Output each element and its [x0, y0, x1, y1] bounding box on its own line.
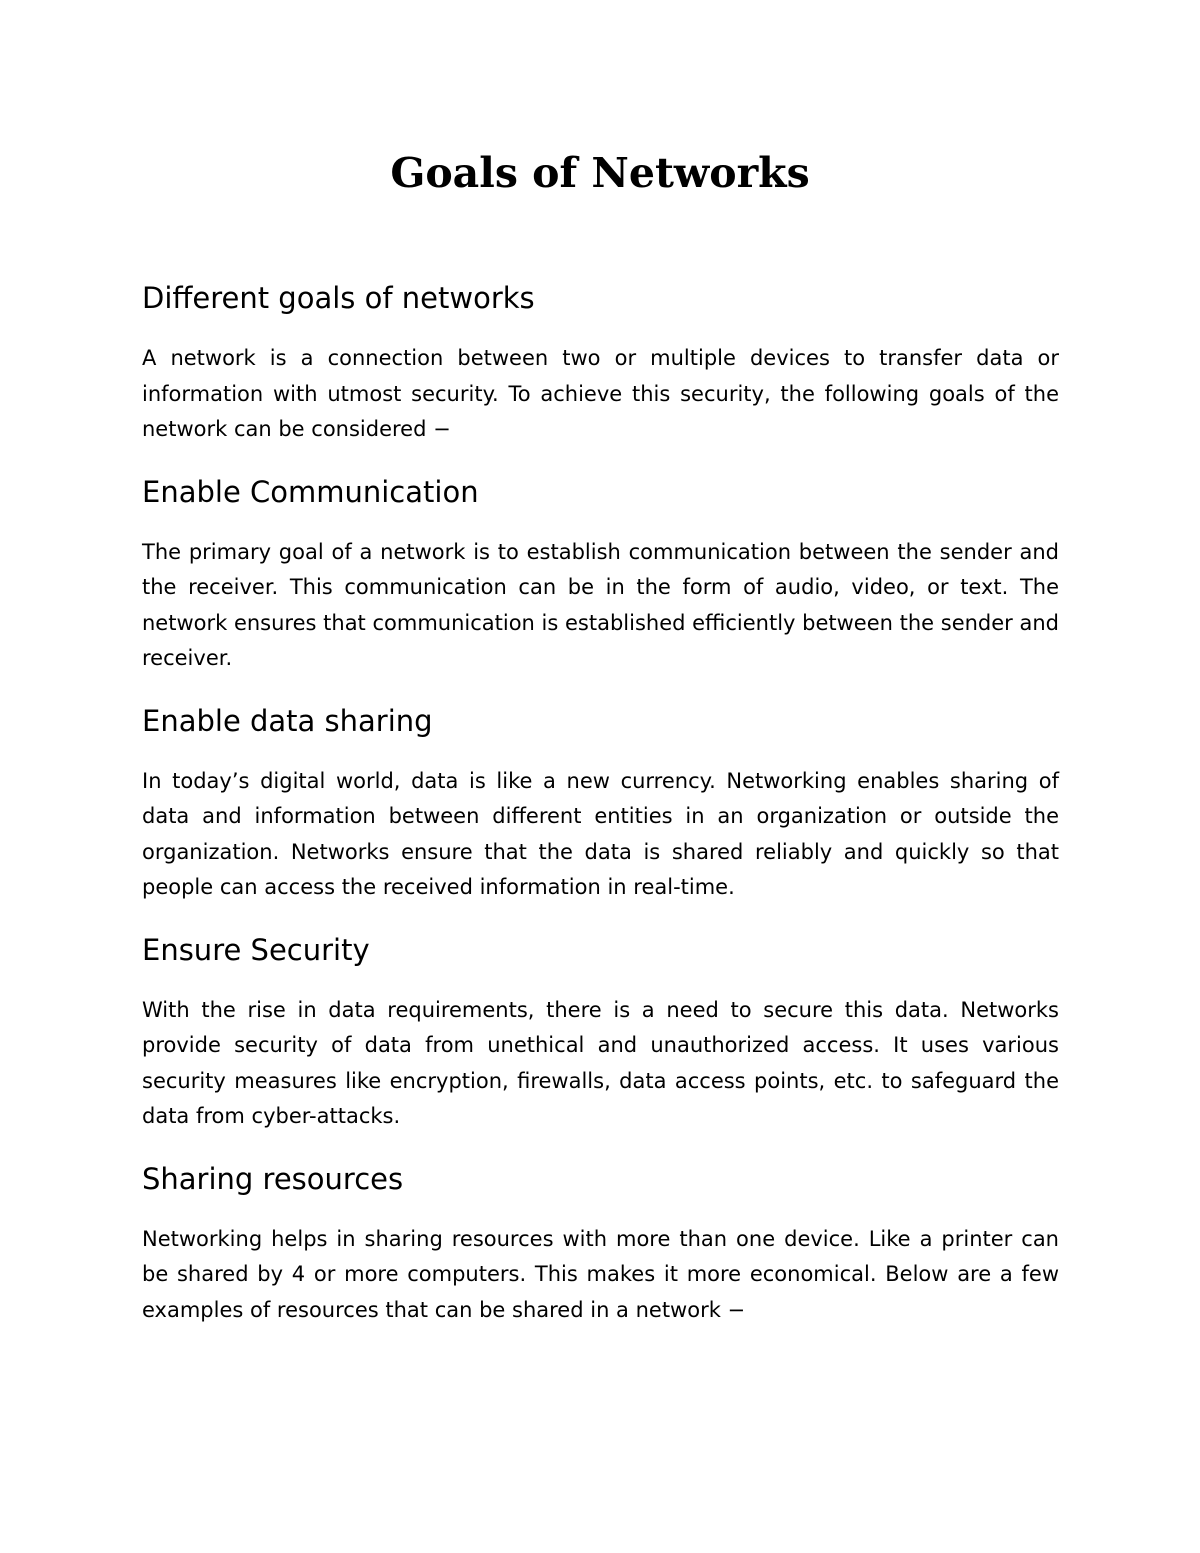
- section-paragraph: Networking helps in sharing resources with more than one device. Like a printer can be shared by 4 or more computers. This makes it more economical. Below are a few examples of resources that can be shared in a network −: [142, 1226, 1059, 1322]
- section-sharing-resources: [142, 1159, 1059, 1329]
- section-heading: Different goals of networks: [142, 281, 535, 315]
- section-paragraph: In today’s digital world, data is like a new currency. Networking enables sharing of data and information between different entities in an organization or outside the organization. Networks ensure that the data is shared reliably and quickly so that people can access the received information in real-time.: [142, 768, 1059, 899]
- section-heading: Sharing resources: [142, 1161, 404, 1196]
- section-ensure-security: [142, 930, 1059, 1135]
- section-enable-communication: [142, 472, 1059, 677]
- section-different-goals: [142, 278, 1059, 448]
- document-body: [142, 278, 1059, 1352]
- document-title: Goals of Networks: [390, 149, 810, 197]
- section-heading: Enable data sharing: [142, 703, 433, 738]
- section-paragraph: A network is a connection between two or multiple devices to transfer data or information with utmost security. To achieve this security, the following goals of the network can be considered −: [142, 346, 1059, 441]
- section-heading: Ensure Security: [142, 932, 370, 967]
- section-heading: Enable Communication: [142, 474, 479, 509]
- section-enable-data-sharing: [142, 701, 1059, 906]
- section-paragraph: With the rise in data requirements, there is a need to secure this data. Networks provide security of data from unethical and unauthorized access. It uses various security measures like encryption, firewalls, data access points, etc. to safeguard the data from cyber-attacks.: [142, 997, 1059, 1128]
- section-paragraph: The primary goal of a network is to establish communication between the sender and the receiver. This communication can be in the form of audio, video, or text. The network ensures that communication is established efficiently between the sender and receiver.: [142, 539, 1059, 670]
